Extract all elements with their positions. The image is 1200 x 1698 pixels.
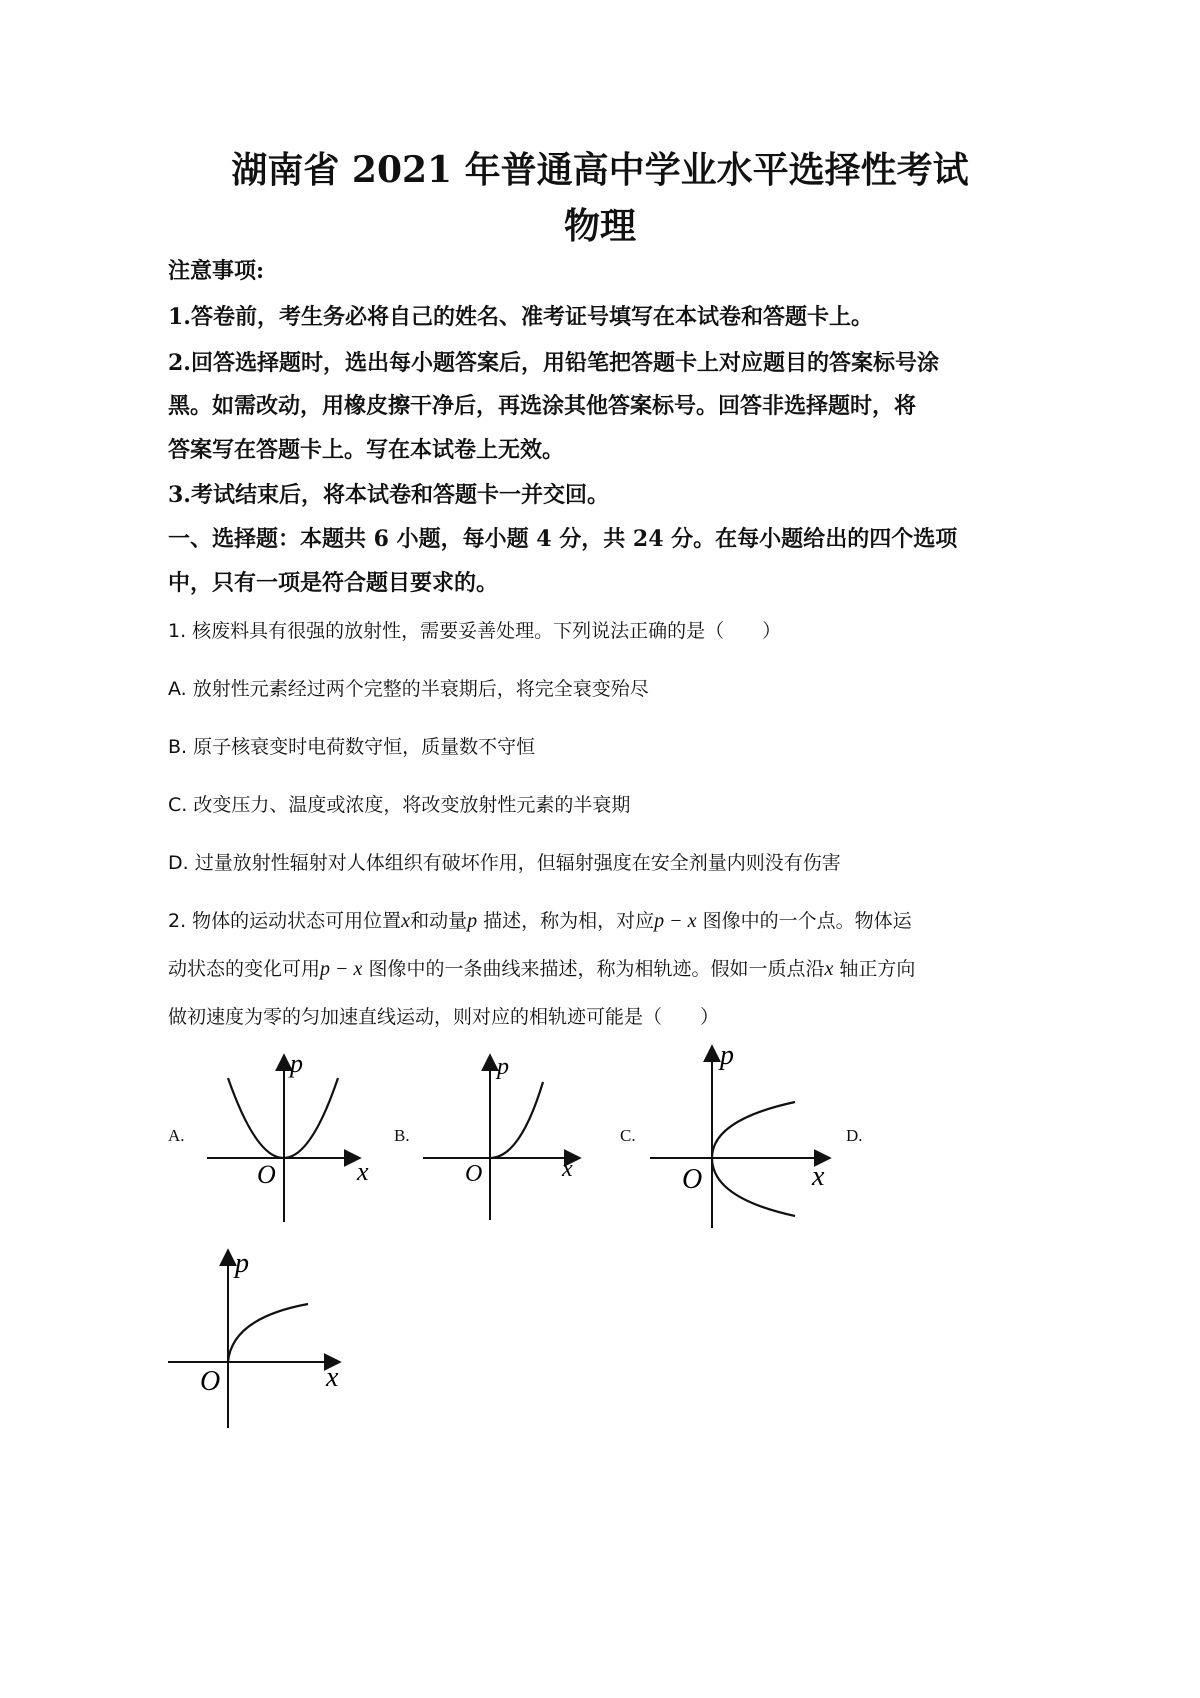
q2-text: 2. 物体的运动状态可用位置 <box>168 910 402 932</box>
origin-label: O <box>200 1366 221 1397</box>
origin-label: O <box>465 1161 483 1187</box>
subject-title: 物理 <box>563 205 636 247</box>
axis-x-label: x <box>812 1161 825 1192</box>
graph-label-b: B. <box>394 1126 410 1145</box>
axis-p-label: p <box>290 1049 303 1078</box>
var-p-x: p − x <box>654 910 697 932</box>
origin-label: O <box>257 1160 276 1189</box>
q2-text: 图像中的一个点。物体运 <box>702 910 912 932</box>
notice-item-2-line-2: 黑。如需改动，用橡皮擦干净后，再选涂其他答案标号。回答非选择题时，将 <box>168 393 917 419</box>
var-p: p <box>467 910 478 932</box>
var-x: x <box>401 910 411 932</box>
graph-c <box>650 1040 830 1228</box>
graph-label-a: A. <box>168 1126 185 1145</box>
q2-text: 描述，称为相，对应 <box>483 910 655 932</box>
axis-p-label: p <box>235 1248 249 1279</box>
notice-item-3: 3.考试结束后，将本试卷和答题卡一并交回。 <box>168 482 609 508</box>
q1-option-d: D. 过量放射性辐射对人体组织有破坏作用，但辐射强度在安全剂量内则没有伤害 <box>168 852 841 874</box>
q1-stem: 1. 核废料具有很强的放射性，需要妥善处理。下列说法正确的是（ ） <box>168 620 782 642</box>
q2-line-3: 做初速度为零的匀加速直线运动，则对应的相轨迹可能是（ ） <box>168 1006 720 1028</box>
graph-d <box>168 1248 340 1428</box>
graph-a <box>207 1049 369 1222</box>
graph-b <box>423 1054 580 1220</box>
section-1-line-2: 中，只有一项是符合题目要求的。 <box>168 570 499 596</box>
section-1-line-1: 一、选择题：本题共 6 小题，每小题 4 分，共 24 分。在每小题给出的四个选项 <box>168 526 958 552</box>
q1-option-c: C. 改变压力、温度或浓度，将改变放射性元素的半衰期 <box>168 794 631 816</box>
q2-text: 图像中的一条曲线来描述，称为相轨迹。假如一质点沿 <box>368 958 825 980</box>
exam-title: 湖南省 2021 年普通高中学业水平选择性考试 <box>231 149 969 191</box>
notice-item-2-line-3: 答案写在答题卡上。写在本试卷上无效。 <box>168 437 565 463</box>
notice-item-1: 1.答卷前，考生务必将自己的姓名、准考证号填写在本试卷和答题卡上。 <box>168 304 873 330</box>
q2-text: 和动量 <box>410 910 468 932</box>
notice-heading: 注意事项: <box>168 258 265 284</box>
graph-label-d: D. <box>846 1126 863 1145</box>
q1-option-b: B. 原子核衰变时电荷数守恒，质量数不守恒 <box>168 736 536 758</box>
q2-text: 轴正方向 <box>839 958 916 980</box>
origin-label: O <box>682 1164 703 1195</box>
axis-p-label: p <box>720 1040 734 1071</box>
axis-x-label: x <box>562 1156 573 1182</box>
q1-option-a: A. 放射性元素经过两个完整的半衰期后，将完全衰变殆尽 <box>168 678 649 700</box>
axis-x-label: x <box>326 1362 339 1393</box>
var-x: x <box>824 958 834 980</box>
axis-p-label: p <box>497 1054 509 1080</box>
notice-item-2-line-1: 2.回答选择题时，选出每小题答案后，用铅笔把答题卡上对应题目的答案标号涂 <box>168 350 939 376</box>
graph-label-c: C. <box>620 1126 636 1145</box>
axis-x-label: x <box>357 1157 369 1186</box>
var-p-x: p − x <box>320 958 363 980</box>
q2-text: 动状态的变化可用 <box>168 958 321 980</box>
